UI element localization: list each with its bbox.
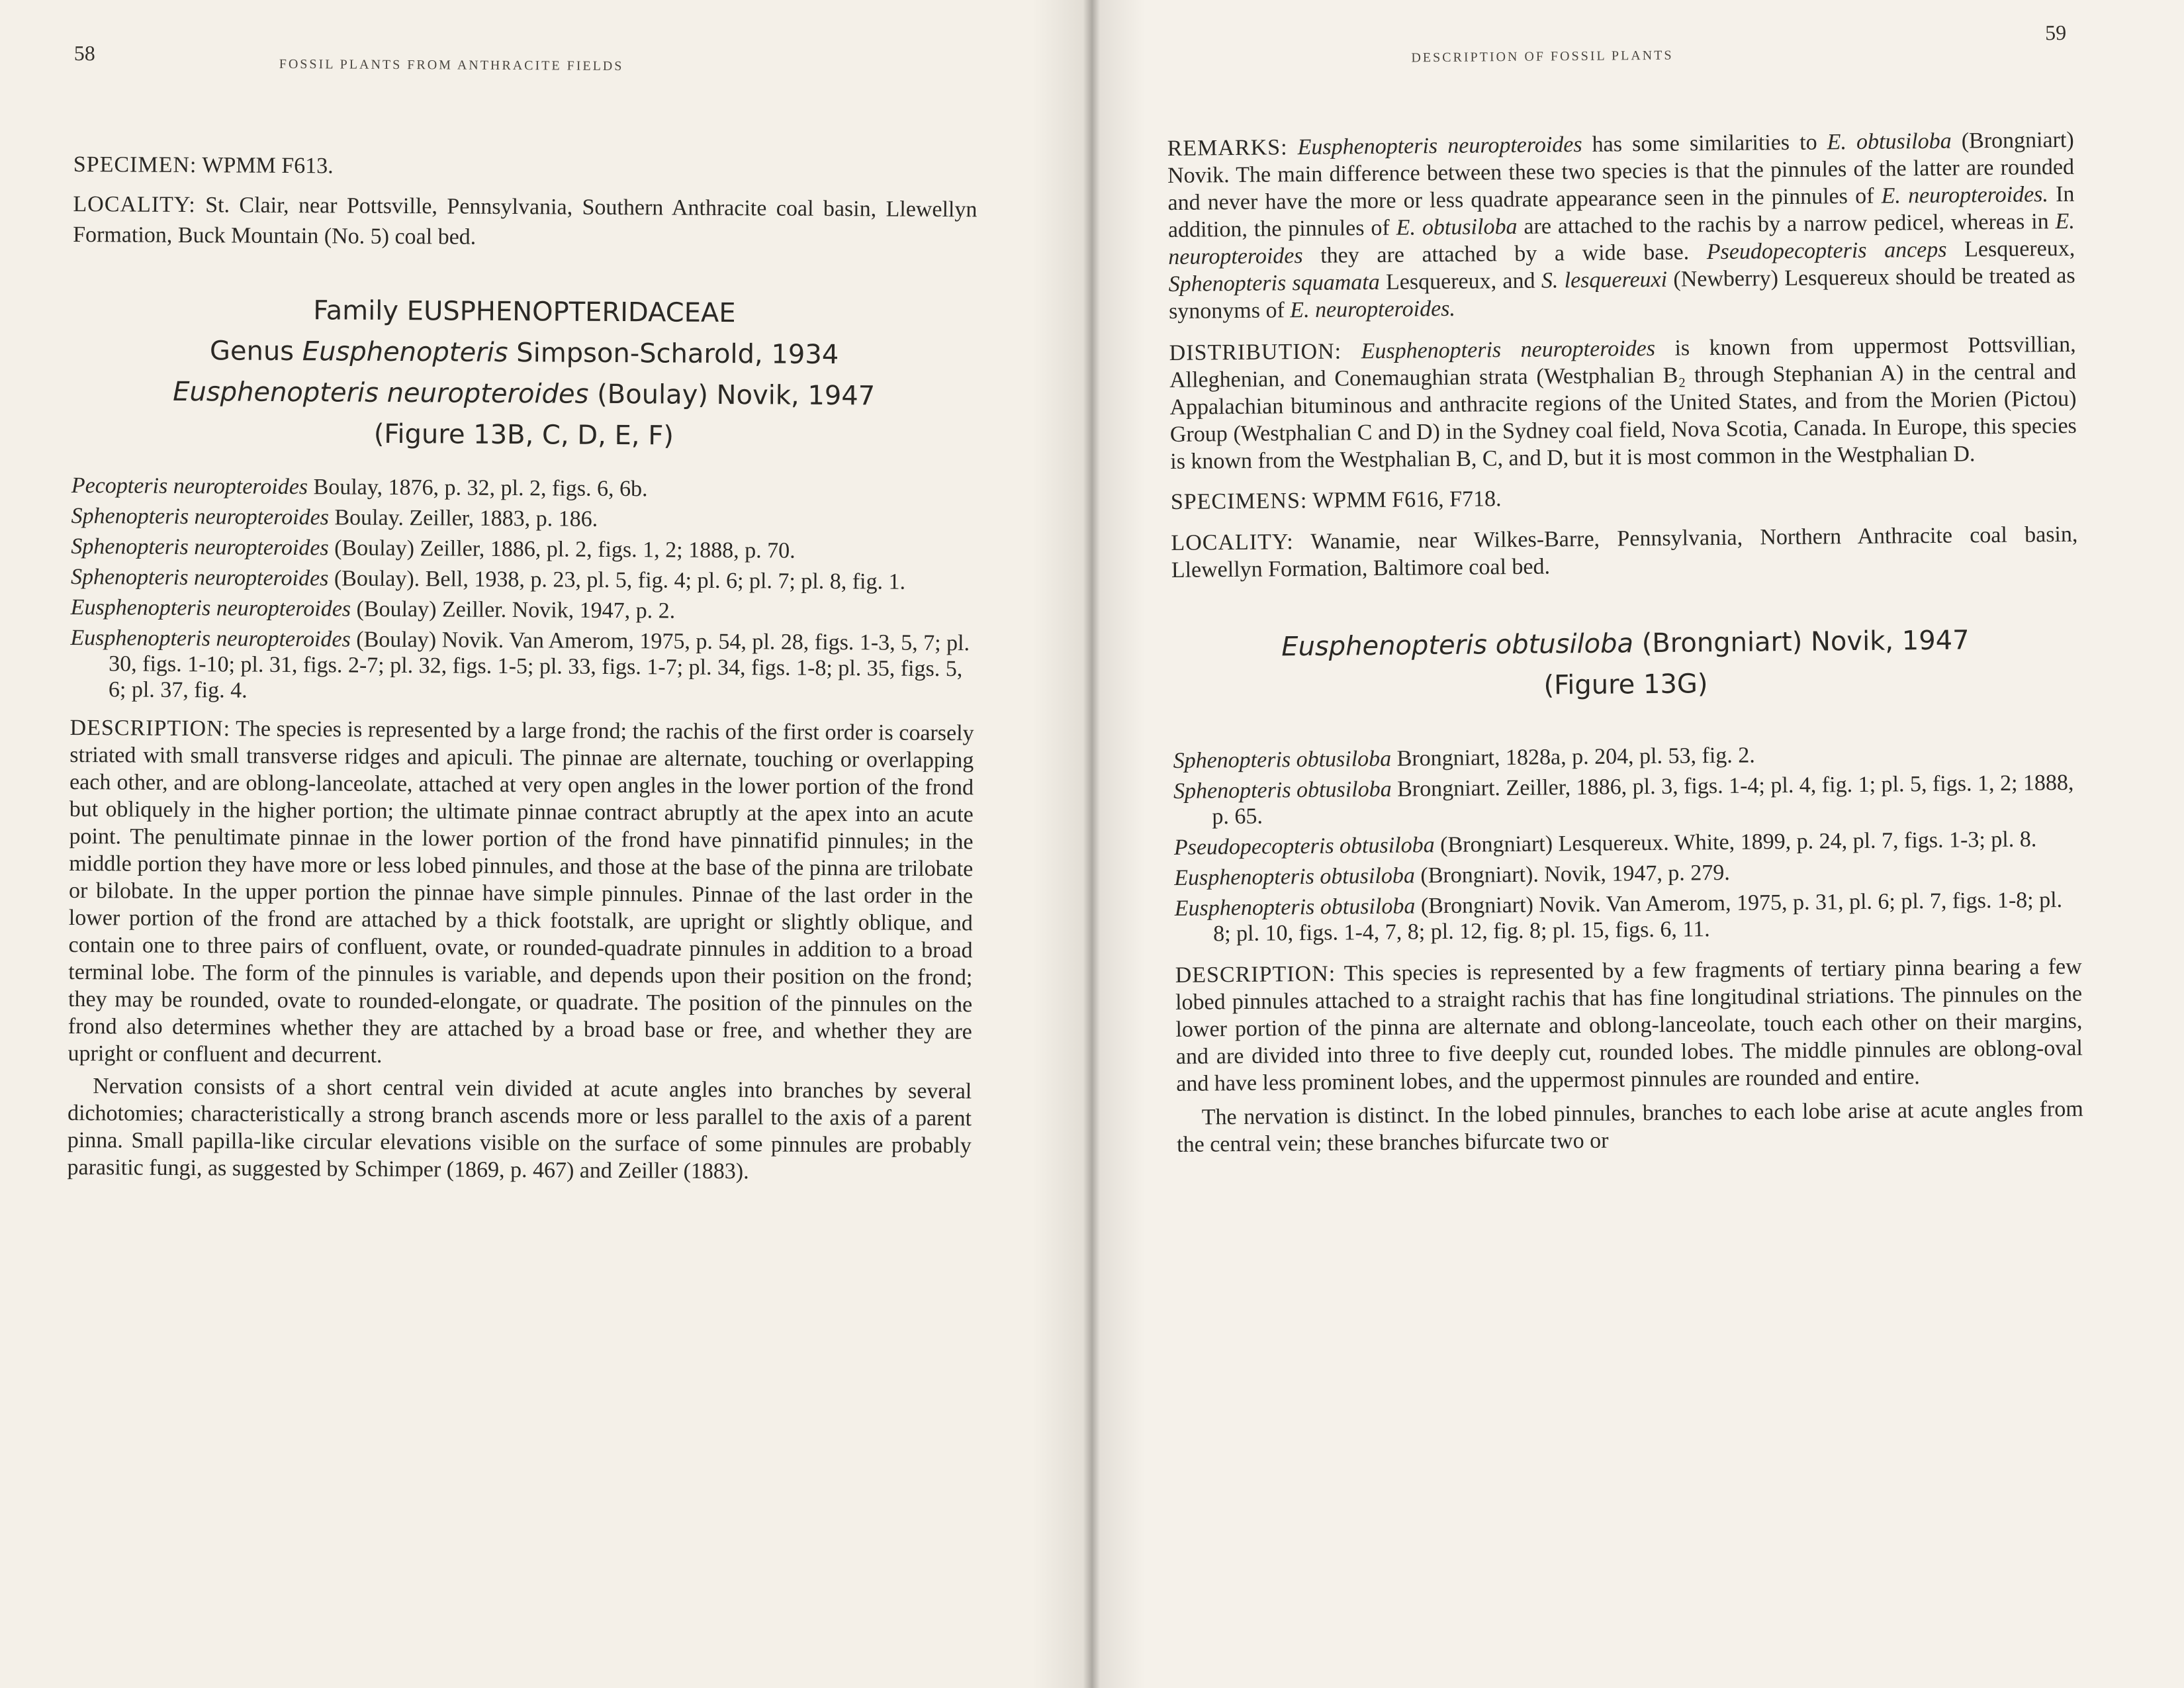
locality-label: LOCALITY: [73,191,196,218]
synonymy-entry: Eusphenopteris obtusiloba (Brongniart). Novik, 1947, p. 279. [1174,860,1731,890]
description-paragraph [68,714,974,1072]
right-nervation-paragraph: The nervation is distinct. In the lobed pinnules, branches to each lobe arise at acute angles from the central vein; these branches bifurcate two or [1177,1096,2083,1157]
left-text-column [67,37,978,1186]
taxon-heading-block [71,289,976,458]
right-species-heading [1172,619,2079,669]
synonymy-entry: Eusphenopteris neuropteroides (Boulay) Zeiller. Novik, 1947, p. 2. [70,594,676,624]
genus-author: Simpson-Scharold, 1934 [508,338,839,371]
right-taxon-heading-block [1172,619,2079,710]
distribution-taxon: Eusphenopteris neuropteroides [1361,336,1656,364]
right-figure-reference: (Figure 13G) [1543,669,1708,701]
specimens-value: WPMM F616, F718. [1312,487,1502,513]
species-author: (Boulay) Novik, 1947 [588,379,876,412]
synonymy-entry: Sphenopteris obtusiloba Brongniart, 1828a, p. 204, pl. 53, fig. 2. [1173,743,1755,773]
left-running-head [74,37,978,82]
description-text: The species is represented by a large frond; the rachis of the first order is coarsely striated with small transverse ridges and apiculi. The pinnae are alternate, touching or overlapping each other, and are oblong-lanceolate, attached at very open angles in the lower portion of the frond but obliquely in the higher portion; the ultimate pinnae contract abruptly at the apex into an acute point. The penultimate pinnae in the lower portion of the frond have pinnatifid pinnules; in the middle portion they have more or less lobed pinnules, and those at the base of the pinna are trilobate or bilobate. In the upper portion the pinnae have simple pinnules. Pinnae of the last order in the lower portion of the frond are attached by a thick footstalk, are upright or slightly oblique, and contain one to three pairs of confluent, ovate, or rounded-quadrate pinnules in addition to a broad terminal lobe. The form of the pinnules is variable, and depends upon their position on the frond; they may be rounded, ovate to rounded-elongate, or quadrate. The position of the pinnules on the frond also determines whether they are attached by a broad base or free, and whether they are upright or confluent and decurrent. [68,716,974,1068]
remarks-label: REMARKS: [1167,135,1288,161]
right-running-head [1166,21,2073,69]
right-locality-value: Wanamie, near Wilkes-Barre, Pennsylvania, Northern Anthracite coal basin, Llewellyn Formation, Baltimore coal bed. [1171,522,2078,583]
right-species-name: Eusphenopteris obtusiloba [1281,628,1634,663]
nervation-paragraph: Nervation consists of a short central vein divided at acute angles into branches by several dichotomies; characteristically a strong branch ascends more or less parallel to the axis of a parent pinna. Small papilla-like circular elevations visible on the surface of some pinnules are probably parasitic fungi, as suggested by Schimper (1869, p. 467) and Zeiller (1883). [67,1074,972,1184]
remarks-paragraph: REMARKS: Eusphenopteris neuropteroides has some similarities to E. obtusiloba (Brongniart) Novik. The main difference between these two species is that the pinnules of the latter are rounded and never have the more or less quadrate appearance seen in the pinnules of E. neuropteroides. In addition, the pinnules of E. obtusiloba are attached to the rachis by a narrow pedicel, whereas in E. neuropteroides they are attached by a wide base. Pseudopecopteris anceps Lesquereux, Sphenopteris squamata Lesquereux, and S. lesquereuxi (Newberry) Lesquereux should be treated as synonyms of E. neuropteroides. [1167,127,2075,324]
right-description-label: DESCRIPTION: [1175,961,1336,988]
synonymy-entry: Sphenopteris neuropteroides Boulay. Zeiller, 1883, p. 186. [71,503,598,532]
specimen-label: SPECIMEN: [73,152,197,178]
synonymy-entry: Eusphenopteris obtusiloba (Brongniart) Novik. Van Amerom, 1975, p. 31, pl. 6; pl. 7, figs. 1-8; pl. 8; pl. 10, figs. 1-4, 7, 8; pl. 12, fig. 8; pl. 15, figs. 6, 11. [1174,888,2063,947]
locality-value: St. Clair, near Pottsville, Pennsylvania, Southern Anthracite coal basin, Llewellyn Formation, Buck Mountain (No. 5) coal bed. [73,193,978,250]
genus-heading [72,330,976,376]
genus-prefix: Genus [209,336,302,367]
distribution-text: is known from uppermost Pottsvillian, Alleghenian, and Conemaughian strata (Westphalian B₂ through Stephanian A) in the central and Appalachian bituminous and anthracite regions of the United States, and from the Morien (Pictou) Group (Westphalian C and D) in the Sydney coal field, Nova Scotia, Canada. In Europe, this species is known from the Westphalian B, C, and D, but it is most common in the Westphalian D. [1169,332,2077,474]
synonymy-entry: Sphenopteris obtusiloba Brongniart. Zeiller, 1886, pl. 3, figs. 1-4; pl. 4, fig. 1; pl. 5, figs. 1, 2; 1888, p. 65. [1173,770,2074,829]
right-synonymy-list [1173,739,2081,947]
synonymy-list [70,473,976,708]
synonymy-entry: Sphenopteris neuropteroides (Boulay) Zeiller, 1886, pl. 2, figs. 1, 2; 1888, p. 70. [71,534,796,563]
left-running-head-text: FOSSIL PLANTS FROM ANTHRACITE FIELDS [279,56,624,74]
specimens-field [1171,479,2077,518]
description-label: DESCRIPTION: [69,715,231,741]
right-description-text: This species is represented by a few fragments of tertiary pinna bearing a few lobed pinnules attached to a straight rachis that has fine longitudinal striations. The pinnules on the lower portion of the pinna are alternate and oblong-lanceolate, touch each other on their margins, and are divided into three to five deeply cut, rounded lobes. The middle pinnules are oblong-oval and have less prominent lobes, and the uppermost pinnules are rounded and entire. [1175,954,2083,1096]
specimen-field [73,150,978,185]
specimen-value: WPMM F613. [202,153,334,179]
synonymy-entry: Sphenopteris neuropteroides (Boulay). Bell, 1938, p. 23, pl. 5, fig. 4; pl. 6; pl. 7; pl. 8, fig. 1. [70,564,906,594]
right-locality-label: LOCALITY: [1171,530,1294,555]
figure-reference: (Figure 13B, C, D, E, F) [373,418,674,451]
right-text-column [1166,21,2083,1158]
genus-name: Eusphenopteris [302,336,508,369]
synonymy-entry: Eusphenopteris neuropteroides (Boulay) Novik. Van Amerom, 1975, p. 54, pl. 28, figs. 1-3, 5, 7; pl. 30, figs. 1-10; pl. 31, figs. 2-7; pl. 32, figs. 1-5; pl. 33, figs. 1-7; pl. 34, figs. 1-8; pl. 35, figs. 5, 6; pl. 37, fig. 4. [70,625,970,703]
right-description-paragraph [1175,953,2083,1098]
species-name: Eusphenopteris neuropteroides [173,376,589,410]
right-page-number: 59 [2044,20,2067,45]
locality-field [73,189,978,256]
right-running-head-text: DESCRIPTION OF FOSSIL PLANTS [1411,48,1674,66]
left-page-number: 58 [73,40,95,66]
synonymy-entry: Pecopteris neuropteroides Boulay, 1876, p. 32, pl. 2, figs. 6, 6b. [71,473,648,502]
distribution-paragraph [1169,331,2077,475]
right-species-author: (Brongniart) Novik, 1947 [1633,625,1970,659]
specimens-label: SPECIMENS: [1170,488,1308,514]
species-heading [72,371,976,417]
family-heading: Family EUSPHENOPTERIDACEAE [313,295,736,329]
right-locality-field [1171,521,2078,584]
distribution-label: DISTRIBUTION: [1169,339,1342,365]
synonymy-entry: Pseudopecopteris obtusiloba (Brongniart) Lesquereux. White, 1899, p. 24, pl. 7, figs. 1-3; pl. 8. [1173,827,2037,860]
